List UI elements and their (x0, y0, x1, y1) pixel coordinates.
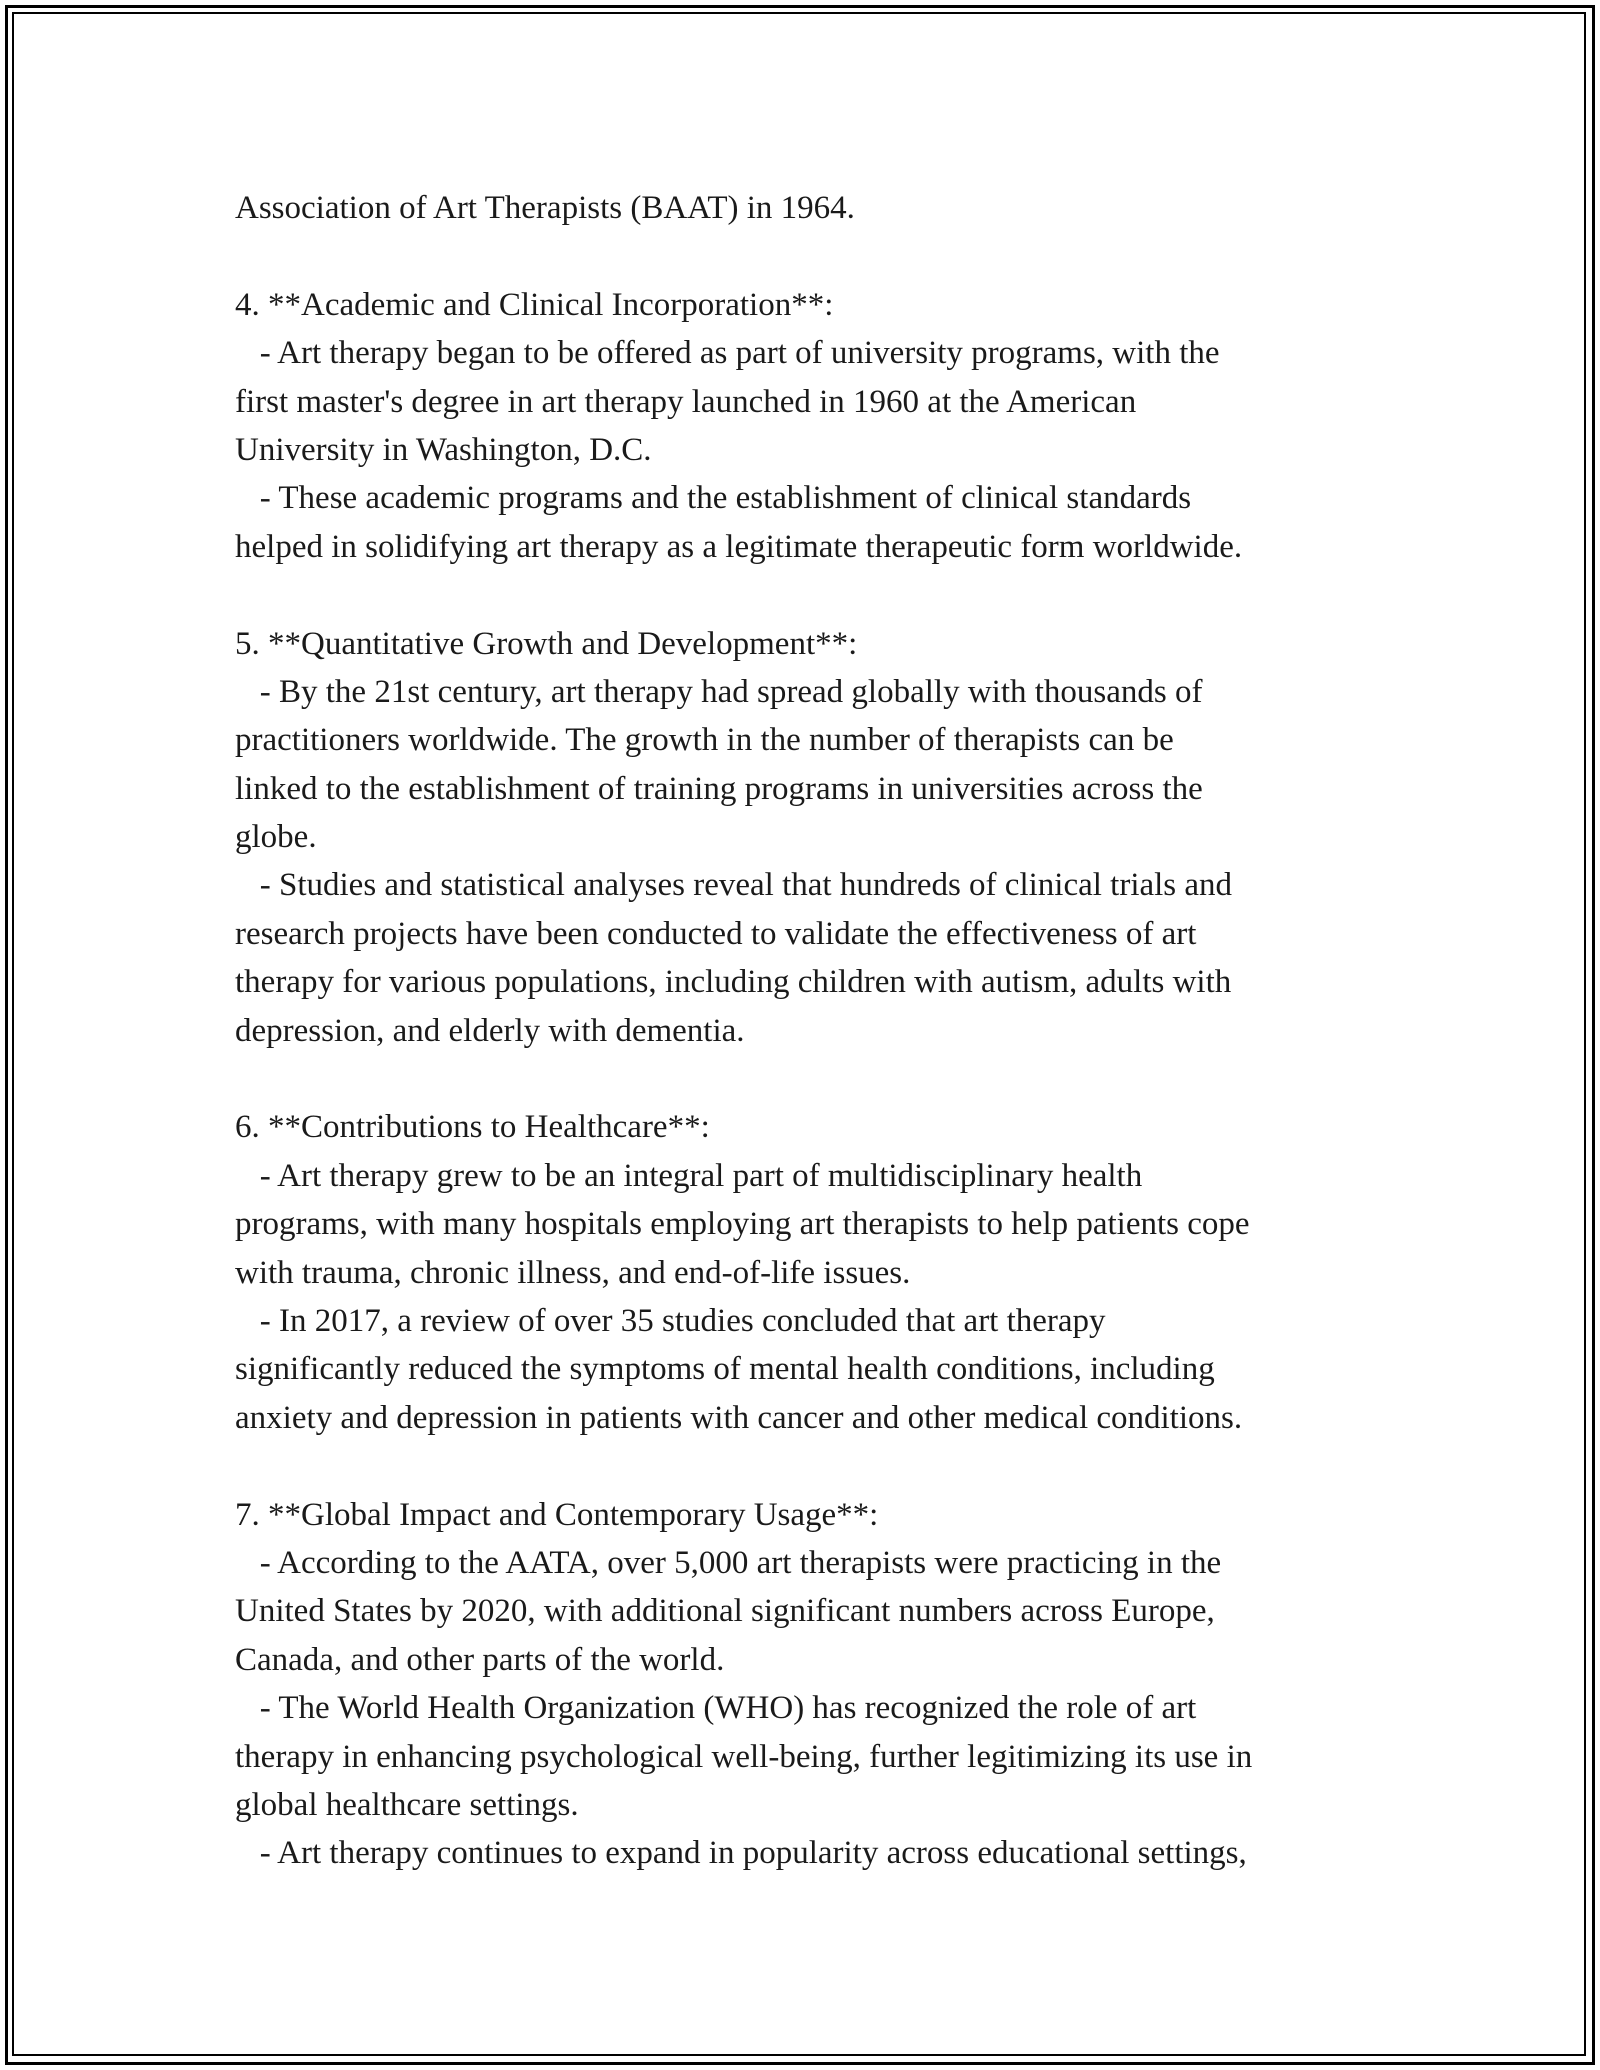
text-line: linked to the establishment of training programs in universities across the (235, 770, 1203, 807)
text-line: - In 2017, a review of over 35 studies concluded that art therapy (235, 1302, 1106, 1339)
text-line: helped in solidifying art therapy as a legitimate therapeutic form worldwide. (235, 528, 1243, 565)
text-line: - By the 21st century, art therapy had spread globally with thousands of (235, 673, 1203, 710)
text-line: Association of Art Therapists (BAAT) in 1964. (235, 190, 855, 226)
text-line: with trauma, chronic illness, and end-of-life issues. (235, 1254, 911, 1291)
text-line: United States by 2020, with additional significant numbers across Europe, (235, 1593, 1215, 1630)
text-line: University in Washington, D.C. (235, 431, 652, 468)
section-heading-5: 5. **Quantitative Growth and Development**: (235, 625, 858, 662)
text-line: - Art therapy grew to be an integral part of multidisciplinary health (235, 1157, 1143, 1194)
text-line: anxiety and depression in patients with cancer and other medical conditions. (235, 1399, 1243, 1436)
blank-line (235, 571, 1415, 619)
document-body (235, 184, 1415, 1878)
text-line: programs, with many hospitals employing art therapists to help patients cope (235, 1206, 1250, 1243)
section-heading-4: 4. **Academic and Clinical Incorporation**: (235, 286, 834, 323)
text-line: first master's degree in art therapy launched in 1960 at the American (235, 383, 1137, 420)
text-line: practitioners worldwide. The growth in the number of therapists can be (235, 722, 1174, 759)
text-line: therapy for various populations, including children with autism, adults with (235, 964, 1232, 1001)
text-line: - The World Health Organization (WHO) has recognized the role of art (235, 1690, 1197, 1727)
blank-line (235, 1055, 1415, 1103)
text-line: depression, and elderly with dementia. (235, 1012, 745, 1049)
text-line: global healthcare settings. (235, 1786, 579, 1823)
section-heading-7: 7. **Global Impact and Contemporary Usage**: (235, 1496, 879, 1533)
text-line: therapy in enhancing psychological well-being, further legitimizing its use in (235, 1738, 1253, 1775)
text-line: research projects have been conducted to validate the effectiveness of art (235, 915, 1197, 952)
text-line: - These academic programs and the establishment of clinical standards (235, 480, 1192, 517)
text-line: significantly reduced the symptoms of mental health conditions, including (235, 1351, 1215, 1388)
blank-line (235, 232, 1415, 280)
text-line: - Art therapy began to be offered as part of university programs, with the (235, 335, 1220, 372)
text-line: - According to the AATA, over 5,000 art therapists were practicing in the (235, 1544, 1222, 1581)
text-line: - Studies and statistical analyses reveal that hundreds of clinical trials and (235, 867, 1233, 904)
section-heading-6: 6. **Contributions to Healthcare**: (235, 1109, 710, 1146)
text-line: Canada, and other parts of the world. (235, 1641, 725, 1678)
text-line: - Art therapy continues to expand in popularity across educational settings, (235, 1835, 1247, 1872)
text-line: globe. (235, 819, 317, 856)
blank-line (235, 1442, 1415, 1490)
